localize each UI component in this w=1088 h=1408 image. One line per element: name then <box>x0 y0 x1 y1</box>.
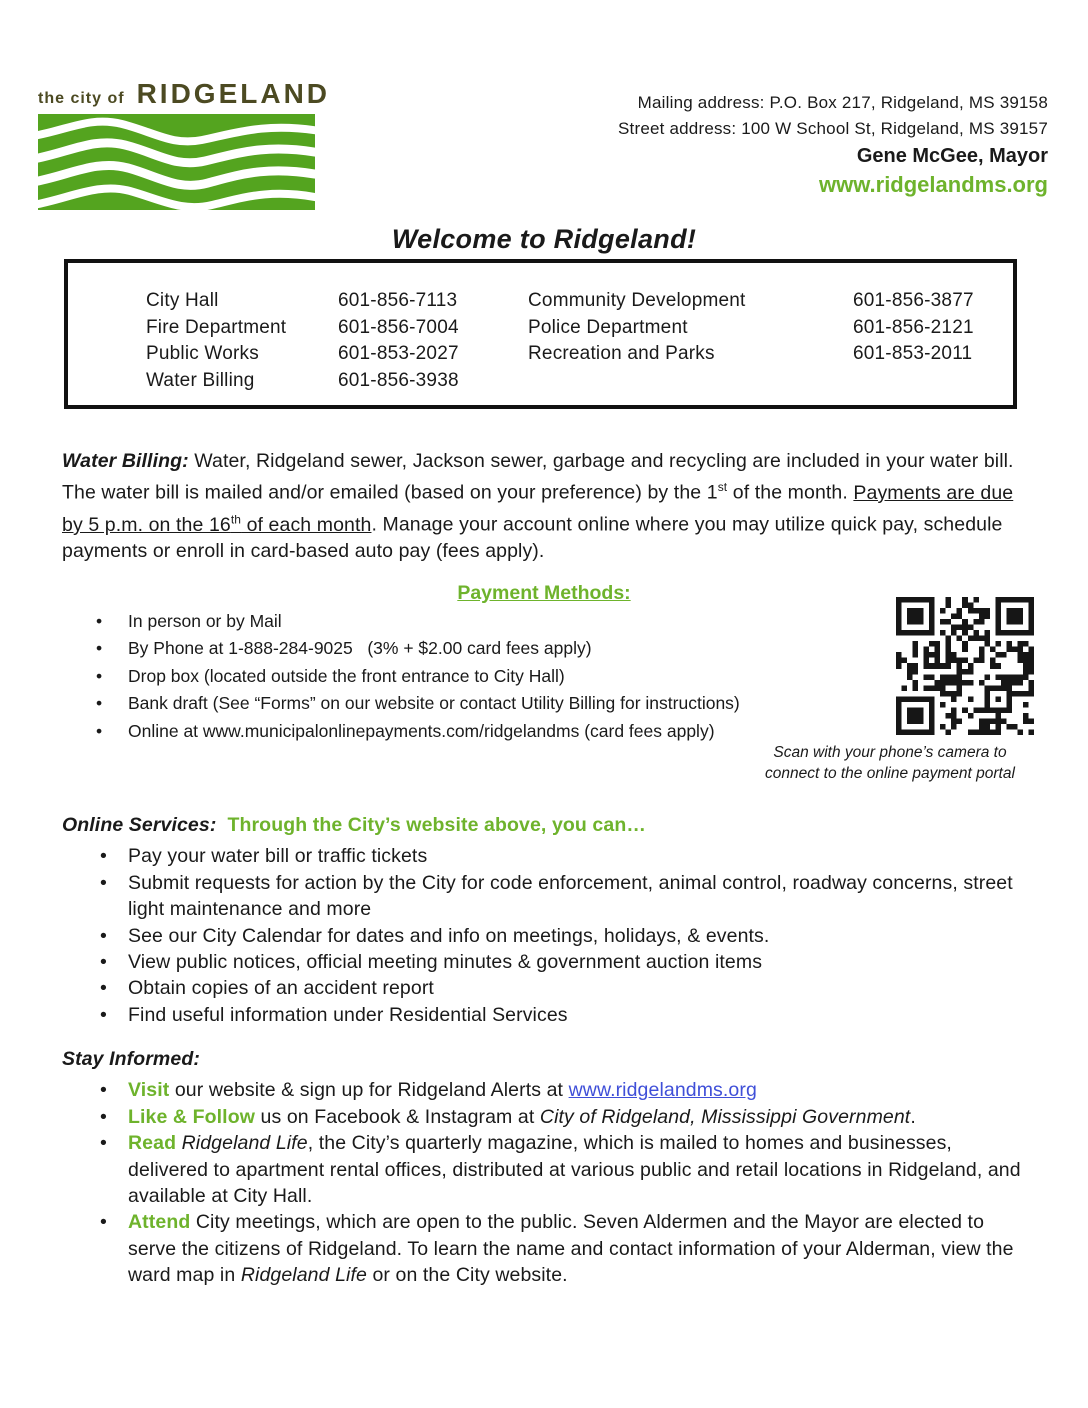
water-billing-text: . Manage your account online where you may utilize quick pay, schedule payments or enroll in card-based auto pay (fees apply). <box>62 513 1003 563</box>
logo-wordmark <box>38 78 330 110</box>
city-logo <box>38 78 330 210</box>
water-billing-label: Water Billing: <box>62 450 189 472</box>
mailing-address: Mailing address: P.O. Box 217, Ridgeland, MS 39158 <box>637 93 1048 112</box>
action-word: Like & Follow <box>128 1105 255 1128</box>
magazine-name: Ridgeland Life <box>240 1264 367 1287</box>
magazine-name: Ridgeland Life <box>181 1132 308 1155</box>
dept-name: City Hall <box>146 290 219 311</box>
payment-method-item: • By Phone at 1-888-284-9025 (3% + $2.00 card fees apply) <box>64 635 864 662</box>
action-word: Visit <box>128 1079 170 1102</box>
online-services-section <box>62 812 1024 1028</box>
online-service-item: • Submit requests for action by the City for code enforcement, animal control, roadway concerns, street light maintenance and more <box>62 870 1024 923</box>
phone-directory-grid <box>146 288 1013 394</box>
payment-method-item: • Drop box (located outside the front entrance to City Hall) <box>64 663 864 690</box>
ordinal-superscript: th <box>230 512 242 527</box>
dept-name: Fire Department <box>146 316 287 338</box>
dept-phone: 601-856-7004 <box>338 316 459 338</box>
dept-phone: 601-856-3938 <box>338 369 459 391</box>
website-link[interactable]: www.ridgelandms.org <box>568 1079 757 1102</box>
logo-waves-icon <box>38 114 315 210</box>
online-service-item: • View public notices, official meeting minutes & government auction items <box>62 949 1024 975</box>
payment-methods-list <box>64 608 864 745</box>
dept-phone: 601-856-7113 <box>338 290 458 311</box>
dept-name: Police Department <box>528 316 688 338</box>
dept-name: Public Works <box>146 343 259 364</box>
due-date-notice: Payments are due by 5 p.m. on the 16th of each month <box>62 481 1014 536</box>
water-billing-text: Water, Ridgeland sewer, Jackson sewer, garbage and recycling are included in your water bill. The water bill is mailed and/or emailed (based on your preference) by the 1 <box>62 450 1014 504</box>
social-account-name: City of Ridgeland, Mississippi Government <box>539 1105 911 1128</box>
mayor-name: Gene McGee, Mayor <box>856 145 1048 167</box>
water-billing-text: of the month. <box>727 481 854 504</box>
address-block <box>618 90 1048 199</box>
dept-phone: 601-856-2121 <box>853 316 974 338</box>
online-services-label: Online Services: <box>62 814 217 836</box>
stay-informed-item: • Attend City meetings, which are open to the public. Seven Aldermen and the Mayor are elected to serve the citizens of Ridgeland. To learn the name and contact information of your Alderman, view the ward map in Ridgeland Life or on the City website. <box>62 1209 1024 1288</box>
phone-directory <box>64 259 1017 409</box>
qr-code-icon <box>896 597 1034 735</box>
logo-city-name: RIDGELAND <box>136 78 331 109</box>
street-address: Street address: 100 W School St, Ridgeland, MS 39157 <box>618 119 1048 138</box>
stay-informed-item: • Visit our website & sign up for Ridgeland Alerts at www.ridgelandms.org <box>62 1077 1024 1103</box>
logo-prefix: the city of <box>38 90 125 107</box>
dept-name: Water Billing <box>146 369 255 391</box>
online-service-item: • Find useful information under Residential Services <box>62 1002 1024 1028</box>
online-service-item: • Pay your water bill or traffic tickets <box>62 843 1024 869</box>
stay-informed-section <box>62 1046 1024 1289</box>
payment-method-item: • Bank draft (See “Forms” on our website or contact Utility Billing for instructions) <box>64 690 864 717</box>
online-services-heading <box>62 812 1024 838</box>
payment-methods-heading: Payment Methods: <box>457 582 631 604</box>
action-word: Attend <box>128 1211 191 1234</box>
ordinal-superscript: st <box>717 480 728 495</box>
website-url: www.ridgelandms.org <box>819 172 1048 197</box>
online-service-item: • Obtain copies of an accident report <box>62 975 1024 1001</box>
qr-caption: Scan with your phone’s camera to connect to the online payment portal <box>765 744 1015 782</box>
dept-name: Community Development <box>528 290 746 311</box>
online-services-tagline: Through the City’s website above, you can… <box>227 814 646 836</box>
payment-method-item: • In person or by Mail <box>64 608 864 635</box>
page-title: Welcome to Ridgeland! <box>391 224 697 254</box>
water-billing-section <box>62 448 1020 565</box>
stay-informed-item: • Like & Follow us on Facebook & Instagram at City of Ridgeland, Mississippi Government. <box>62 1104 1024 1130</box>
stay-informed-label: Stay Informed: <box>62 1048 200 1070</box>
dept-phone: 601-853-2027 <box>338 343 459 364</box>
action-word: Read <box>128 1132 177 1155</box>
stay-informed-list <box>62 1077 1024 1288</box>
dept-phone <box>853 368 1013 395</box>
dept-name <box>528 368 853 395</box>
dept-phone: 601-853-2011 <box>853 343 973 364</box>
dept-phone: 601-856-3877 <box>853 290 974 311</box>
online-service-item: • See our City Calendar for dates and info on meetings, holidays, & events. <box>62 923 1024 949</box>
online-services-list <box>62 843 1024 1028</box>
stay-informed-item: • Read Ridgeland Life, the City’s quarterly magazine, which is mailed to homes and businesses, delivered to apartment rental offices, distributed at various public and retail locations in Ridgeland, and available at City Hall. <box>62 1130 1024 1209</box>
payment-method-item: • Online at www.municipalonlinepayments.com/ridgelandms (card fees apply) <box>64 718 864 745</box>
dept-name: Recreation and Parks <box>528 343 715 364</box>
